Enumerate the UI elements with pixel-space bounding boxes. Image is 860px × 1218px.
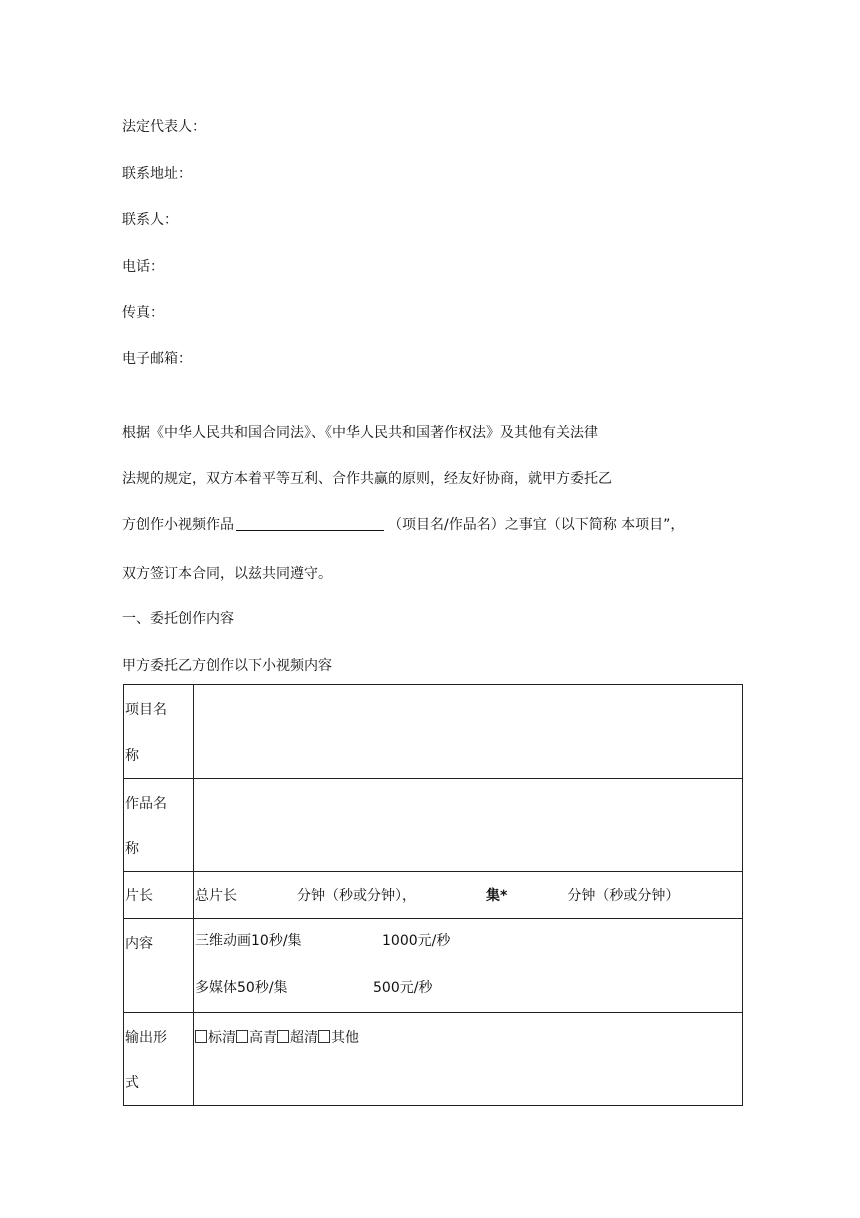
length-value-line	[195, 886, 679, 906]
output-label-1: 输出形	[125, 1030, 167, 1046]
paragraph-line-4: 双方签订本合同，以兹共同遵守。	[122, 566, 332, 582]
length-label-cell	[124, 872, 194, 919]
paragraph-line-3-after: （项目名/作品名）之事宜（以下简称 本项目”，	[388, 517, 685, 533]
output-label-2: 式	[125, 1075, 139, 1091]
field-phone: 电话：	[122, 259, 164, 275]
checkbox-hd[interactable]	[236, 1030, 248, 1043]
length-minutes-1: 分钟（秒或分钟），	[297, 888, 416, 904]
content-row-2	[195, 978, 288, 998]
project-name-label-cell	[124, 685, 194, 779]
field-fax: 传真：	[122, 305, 164, 321]
row-length	[124, 872, 743, 919]
content-spec-table	[123, 684, 743, 1106]
content-row-1	[195, 931, 302, 951]
row-project-name	[124, 685, 743, 779]
length-total: 总片长	[195, 888, 237, 904]
length-label: 片长	[125, 888, 153, 904]
length-minutes-2: 分钟（秒或分钟）	[567, 888, 680, 904]
row-output	[124, 1013, 743, 1106]
project-name-label-1: 项目名	[125, 702, 167, 718]
row-work-name	[124, 779, 743, 872]
section-intro: 甲方委托乙方创作以下小视频内容	[122, 658, 332, 674]
paragraph-line-2: 法规的规定，双方本着平等互利、合作共赢的原则，经友好协商，就甲方委托乙	[122, 471, 612, 487]
field-contact-address: 联系地址：	[122, 166, 192, 182]
paragraph-line-3-before: 方创作小视频作品	[122, 517, 234, 533]
option-hd-label: 高青	[249, 1030, 277, 1046]
project-name-label-2: 称	[125, 748, 139, 764]
content-row-2-item: 多媒体50秒/集	[195, 980, 288, 996]
output-label-cell	[124, 1013, 194, 1106]
field-email: 电子邮箱：	[122, 351, 192, 367]
content-value-cell	[194, 919, 743, 1013]
content-row-1-item: 三维动画10秒/集	[195, 933, 302, 949]
output-options	[195, 1028, 359, 1048]
length-episodes: 集*	[486, 888, 508, 904]
content-row-2-price: 500元/秒	[373, 980, 433, 996]
checkbox-other[interactable]	[318, 1030, 330, 1043]
option-uhd-label: 超清	[290, 1030, 318, 1046]
paragraph-line-3	[122, 515, 684, 535]
output-value-cell	[194, 1013, 743, 1106]
content-label: 内容	[125, 936, 153, 952]
field-contact-person: 联系人：	[122, 212, 178, 228]
work-name-value[interactable]	[194, 779, 743, 872]
row-content	[124, 919, 743, 1013]
option-sd-label: 标清	[208, 1030, 236, 1046]
section-heading: 一、委托创作内容	[122, 611, 234, 627]
checkbox-uhd[interactable]	[277, 1030, 289, 1043]
checkbox-sd[interactable]	[195, 1030, 207, 1043]
content-row-1-price: 1000元/秒	[382, 933, 451, 949]
work-name-label-cell	[124, 779, 194, 872]
option-other-label: 其他	[331, 1030, 359, 1046]
project-name-value[interactable]	[194, 685, 743, 779]
project-name-blank[interactable]	[236, 516, 384, 531]
work-name-label-2: 称	[125, 841, 139, 857]
length-value-cell	[194, 872, 743, 919]
work-name-label-1: 作品名	[125, 796, 167, 812]
content-label-cell	[124, 919, 194, 1013]
field-legal-representative: 法定代表人：	[122, 119, 206, 135]
paragraph-line-1: 根据《中华人民共和国合同法》、《中华人民共和国著作权法》及其他有关法律	[122, 425, 598, 441]
